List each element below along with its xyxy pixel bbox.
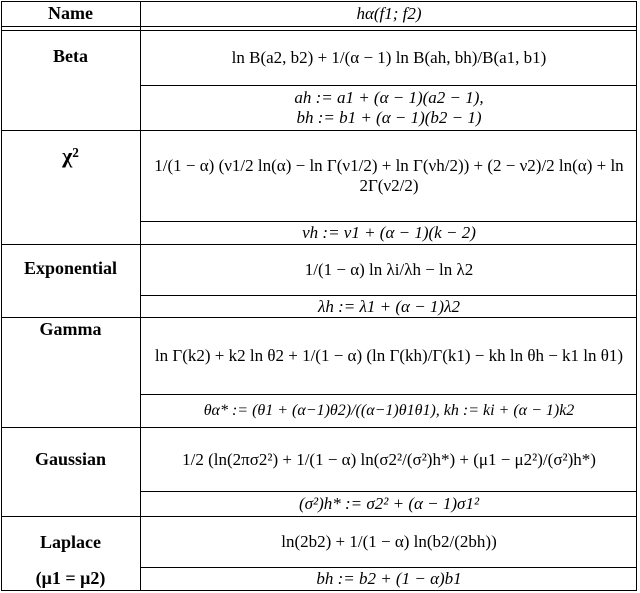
row-name-gaussian: Gaussian (34, 449, 107, 470)
definition-gamma-line-1: θα* := (θ1 + (α−1)θ2)/((α−1)θ1θ1), kh := ki + (α − 1)k2 (203, 401, 575, 419)
definition-beta-line-2: bh := b1 + (α − 1)(b2 − 1) (296, 108, 482, 127)
formula-text-beta: ln B(a2, b2) + 1/(α − 1) ln B(ah, bh)/B(a1, b1) (231, 48, 547, 68)
definition-exponential (141, 296, 637, 317)
header-formula-text: hα(f1; f2) (356, 3, 422, 23)
definition-chi2 (141, 222, 637, 244)
definition-beta (141, 86, 637, 130)
header-formula (141, 1, 637, 26)
formula-text-gamma: ln Γ(k2) + k2 ln θ2 + 1/(1 − α) (ln Γ(kh)/Γ(k1) − kh ln θh − k1 ln θ1) (154, 346, 624, 366)
definition-exponential-line-1: λh := λ1 + (α − 1)λ2 (318, 296, 460, 316)
formula-gamma (141, 318, 637, 394)
border-left (1, 1, 2, 591)
definition-beta-line-1: ah := a1 + (α − 1)(a2 − 1), (294, 88, 484, 108)
formula-gaussian (141, 428, 637, 491)
row-name-laplace: Laplace (40, 531, 101, 552)
definition-gaussian-line-1: (σ²)h* := σ2² + (α − 1)σ1² (298, 494, 480, 514)
formula-text-exponential: 1/(1 − α) ln λi/λh − ln λ2 (304, 260, 474, 280)
formula-text-laplace: ln(2b2) + 1/(1 − α) ln(b2/(2bh)) (281, 532, 497, 552)
formula-laplace (141, 517, 637, 567)
formula-text-chi2: 1/(1 − α) (ν1/2 ln(α) − ln Γ(ν1/2) + ln Γ(νh/2)) + (2 − ν2)/2 ln(α) + ln 2Γ(ν2/2) (154, 156, 624, 195)
formula-text-gaussian: 1/2 (ln(2πσ2²) + 1/(1 − α) ln(σ2²/(σ²)h*) + (μ1 − μ2²)/(σ²)h*) (182, 449, 596, 469)
formula-exponential (141, 245, 637, 295)
formula-beta (141, 31, 637, 85)
header-divider (1, 26, 637, 27)
formula-chi2 (141, 131, 637, 221)
border-bottom (1, 590, 637, 591)
definition-laplace (141, 568, 637, 590)
row-name-chi2: χ² (62, 143, 79, 169)
row-name-laplace-condition: (μ1 = μ2) (35, 568, 106, 589)
definition-gamma (141, 395, 637, 427)
header-name: Name (48, 3, 93, 24)
definition-laplace-line-1: bh := b2 + (1 − α)b1 (316, 569, 462, 589)
definition-gaussian (141, 492, 637, 516)
definition-chi2-line-1: νh := ν1 + (α − 1)(k − 2) (302, 223, 476, 243)
row-name-exponential: Exponential (23, 257, 118, 278)
row-name-gamma: Gamma (39, 318, 102, 339)
table-frame (1, 1, 637, 591)
row-name-beta: Beta (53, 45, 88, 66)
